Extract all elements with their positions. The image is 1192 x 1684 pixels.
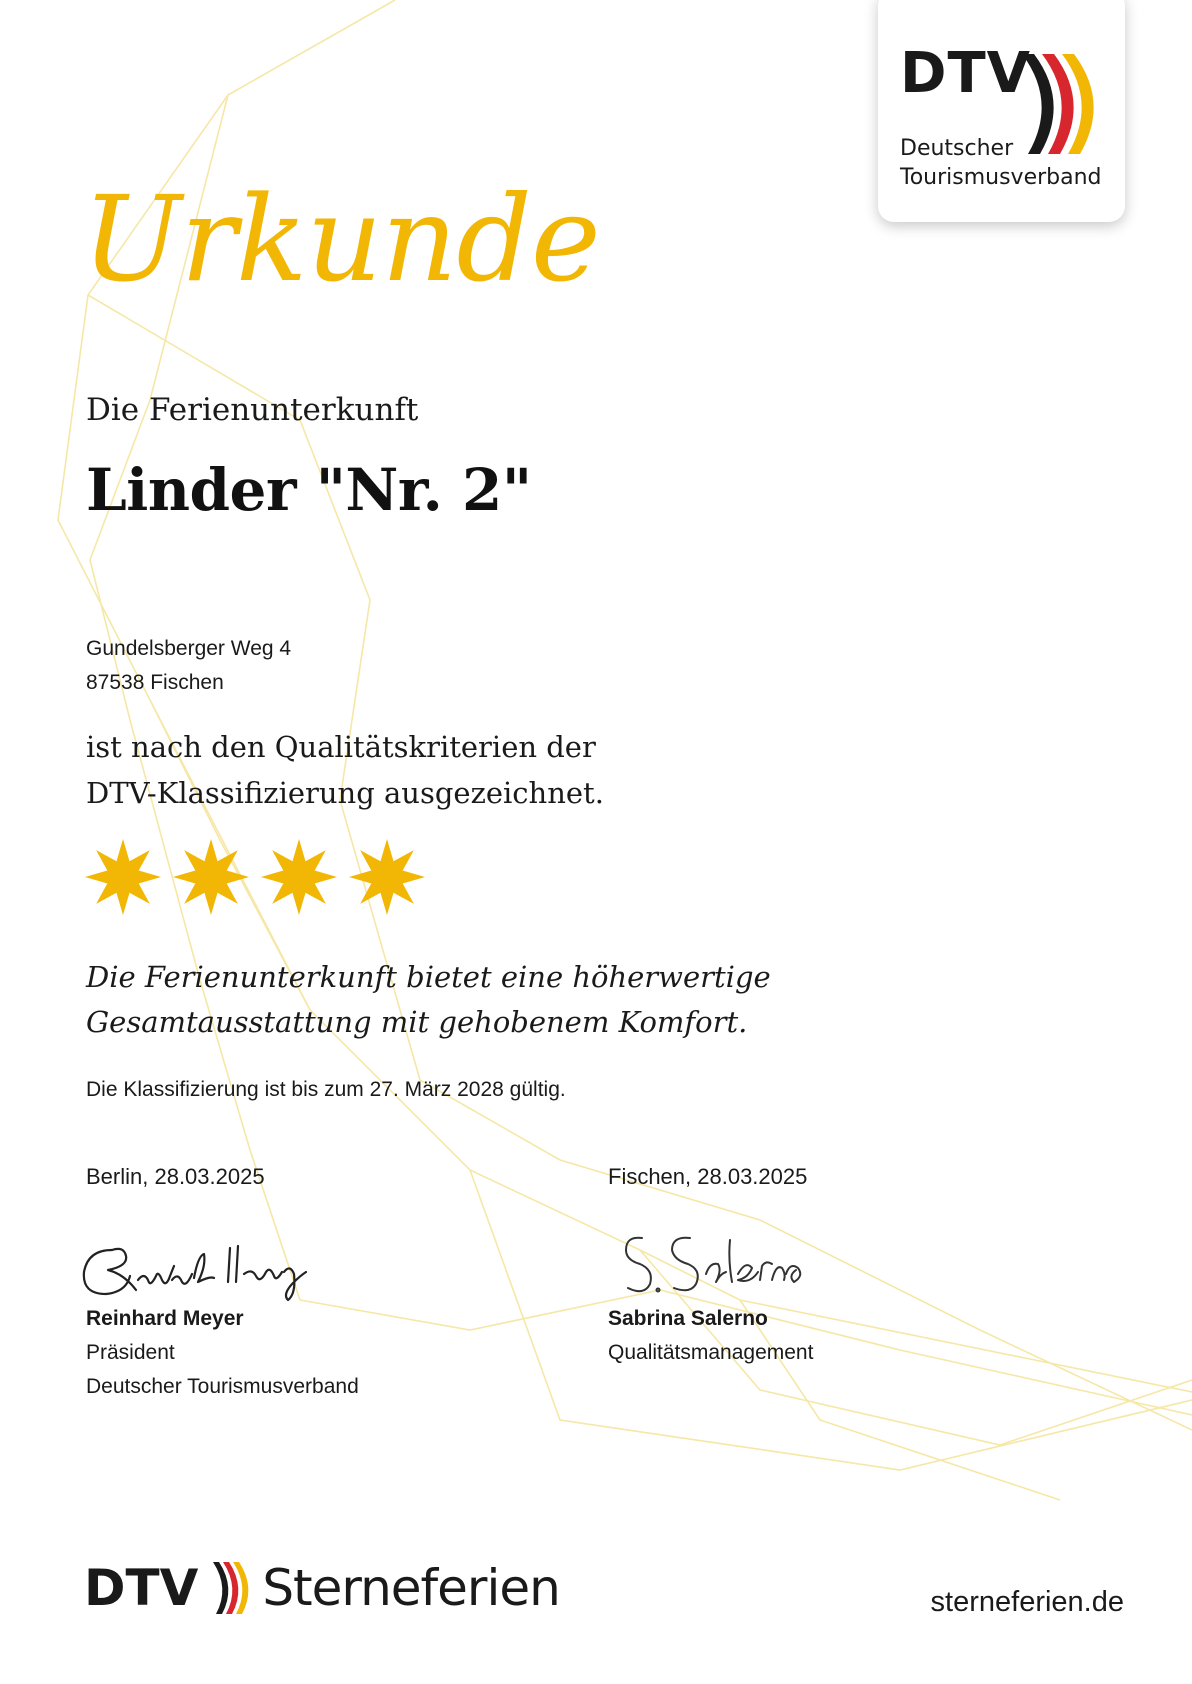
star-rating xyxy=(84,838,426,916)
property-address xyxy=(86,632,291,700)
property-name: Linder "Nr. 2" xyxy=(86,456,532,524)
criteria-line-2: DTV-Klassifizierung ausgezeichnet. xyxy=(86,776,604,810)
description-line-2: Gesamtausstattung mit gehobenem Komfort. xyxy=(86,1005,748,1039)
star-icon xyxy=(260,838,338,916)
signer-right xyxy=(608,1302,813,1370)
classification-description xyxy=(86,955,771,1045)
footer-logo-brand: Sterneferien xyxy=(262,1559,560,1617)
criteria-statement xyxy=(86,724,604,816)
signer-left xyxy=(86,1302,359,1404)
signature-reinhard-meyer xyxy=(78,1236,328,1302)
address-street: Gundelsberger Weg 4 xyxy=(86,637,292,660)
star-icon xyxy=(84,838,162,916)
dtv-logo-card xyxy=(878,0,1125,222)
footer-url: sterneferien.de xyxy=(930,1586,1124,1618)
address-city: 87538 Fischen xyxy=(86,671,224,694)
signature-sabrina-salerno xyxy=(620,1230,810,1300)
place-date-left: Berlin, 28.03.2025 xyxy=(86,1164,265,1189)
star-icon xyxy=(172,838,250,916)
description-line-1: Die Ferienunterkunft bietet eine höherwertige xyxy=(86,960,771,994)
certificate-intro: Die Ferienunterkunft xyxy=(86,392,419,428)
dtv-wordmark: DTV xyxy=(900,41,1032,106)
star-icon xyxy=(348,838,426,916)
criteria-line-1: ist nach den Qualitätskriterien der xyxy=(86,730,596,764)
signer-left-name: Reinhard Meyer xyxy=(86,1307,244,1330)
sterneferien-logo xyxy=(84,1559,560,1617)
signer-right-name: Sabrina Salerno xyxy=(608,1307,768,1330)
signer-left-organization: Deutscher Tourismusverband xyxy=(86,1375,359,1398)
place-date-right: Fischen, 28.03.2025 xyxy=(608,1164,808,1189)
footer-chevrons-icon xyxy=(212,1562,252,1614)
signer-left-role: Präsident xyxy=(86,1341,175,1364)
dtv-logo-subtitle: Deutscher Tourismusverband xyxy=(900,136,1102,190)
validity-note: Die Klassifizierung ist bis zum 27. März 2028 gültig. xyxy=(86,1078,566,1101)
signer-right-role: Qualitätsmanagement xyxy=(608,1341,814,1364)
certificate-title: Urkunde xyxy=(82,170,600,308)
footer-logo-dtv: DTV xyxy=(84,1559,199,1617)
